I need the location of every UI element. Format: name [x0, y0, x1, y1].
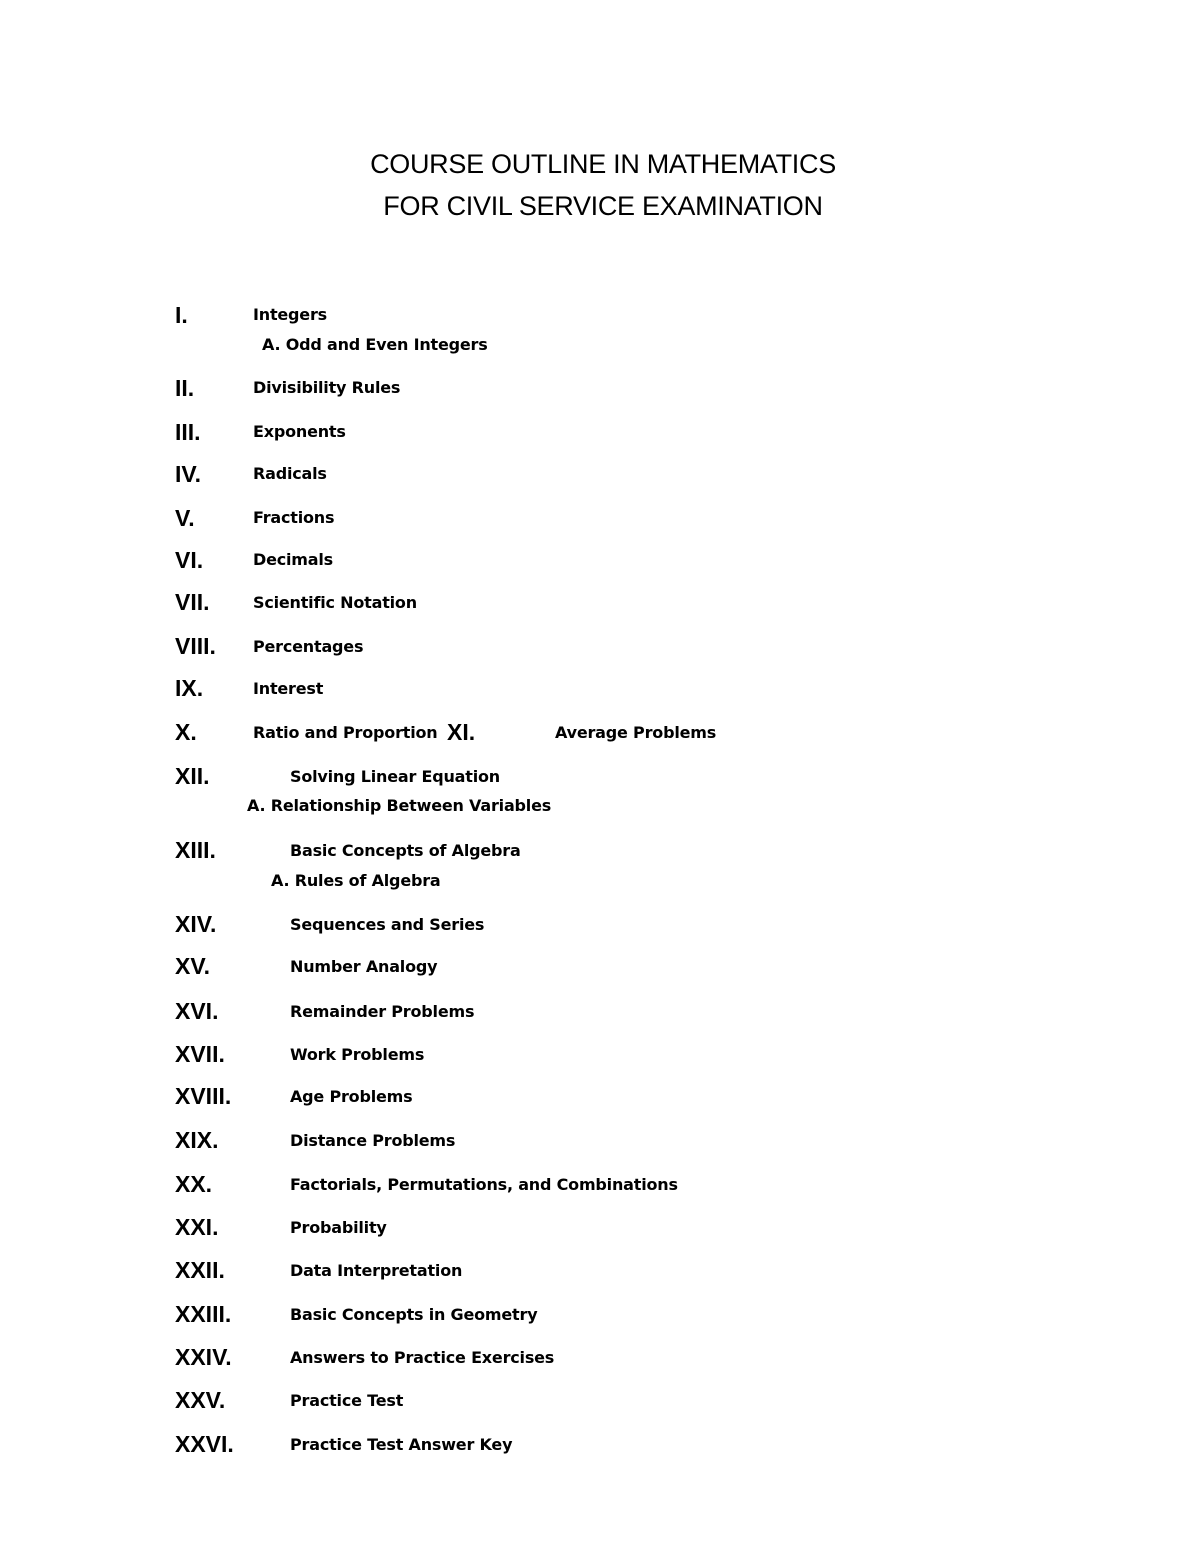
outline-number: XXV. — [175, 1387, 226, 1413]
outline-number: XII. — [175, 763, 210, 789]
outline-subitem: A. Odd and Even Integers — [262, 335, 488, 354]
title-line-2: FOR CIVIL SERVICE EXAMINATION — [383, 191, 823, 221]
outline-subitem: A. Rules of Algebra — [271, 871, 441, 890]
outline-number: XXII. — [175, 1257, 225, 1283]
outline-number: XXI. — [175, 1214, 219, 1240]
outline-label: Scientific Notation — [253, 593, 417, 612]
outline-label: Average Problems — [555, 723, 717, 742]
outline-number: XXIII. — [175, 1301, 232, 1327]
outline-subitem: A. Relationship Between Variables — [247, 796, 552, 815]
outline-label: Percentages — [253, 637, 364, 656]
outline-label: Sequences and Series — [290, 915, 485, 934]
outline-number: I. — [175, 302, 188, 328]
outline-label: Distance Problems — [290, 1131, 456, 1150]
outline-number: XIV. — [175, 911, 217, 937]
outline-label: Remainder Problems — [290, 1002, 475, 1021]
outline-number: XX. — [175, 1171, 213, 1197]
outline-label: Data Interpretation — [290, 1261, 463, 1280]
outline-number: III. — [175, 419, 201, 445]
outline-label: Integers — [253, 305, 327, 324]
outline-label: Fractions — [253, 508, 335, 527]
outline-number: II. — [175, 375, 195, 401]
outline-number: IX. — [175, 675, 204, 701]
title-line-1: COURSE OUTLINE IN MATHEMATICS — [370, 149, 836, 179]
outline-number: VIII. — [175, 633, 216, 659]
outline-number: XVIII. — [175, 1083, 232, 1109]
outline-number: X. — [175, 719, 197, 745]
outline-label: Radicals — [253, 464, 327, 483]
outline-label: Exponents — [253, 422, 346, 441]
outline-label: Probability — [290, 1218, 387, 1237]
outline-label: Solving Linear Equation — [290, 767, 500, 786]
outline-number: IV. — [175, 461, 202, 487]
outline-number: XVII. — [175, 1041, 225, 1067]
outline-label: Answers to Practice Exercises — [290, 1348, 555, 1367]
outline-number: VI. — [175, 547, 204, 573]
outline-label: Decimals — [253, 550, 333, 569]
outline-label: Basic Concepts in Geometry — [290, 1305, 538, 1324]
outline-label: Practice Test — [290, 1391, 404, 1410]
outline-number: XXIV. — [175, 1344, 232, 1370]
outline-number: VII. — [175, 589, 210, 615]
outline-number: XXVI. — [175, 1431, 234, 1457]
outline-label: Age Problems — [290, 1087, 413, 1106]
outline-label: Interest — [253, 679, 324, 698]
outline-number: XIII. — [175, 837, 216, 863]
outline-number: XVI. — [175, 998, 219, 1024]
outline-label: Work Problems — [290, 1045, 425, 1064]
outline-label: Divisibility Rules — [253, 378, 401, 397]
outline-number: XIX. — [175, 1127, 219, 1153]
outline-number: XV. — [175, 953, 210, 979]
outline-number: V. — [175, 505, 195, 531]
outline-label: Number Analogy — [290, 957, 438, 976]
outline-label: Ratio and Proportion — [253, 723, 438, 742]
outline-label: Practice Test Answer Key — [290, 1435, 513, 1454]
outline-label: Factorials, Permutations, and Combinations — [290, 1175, 678, 1194]
outline-label: Basic Concepts of Algebra — [290, 841, 521, 860]
outline-number: XI. — [447, 719, 476, 745]
